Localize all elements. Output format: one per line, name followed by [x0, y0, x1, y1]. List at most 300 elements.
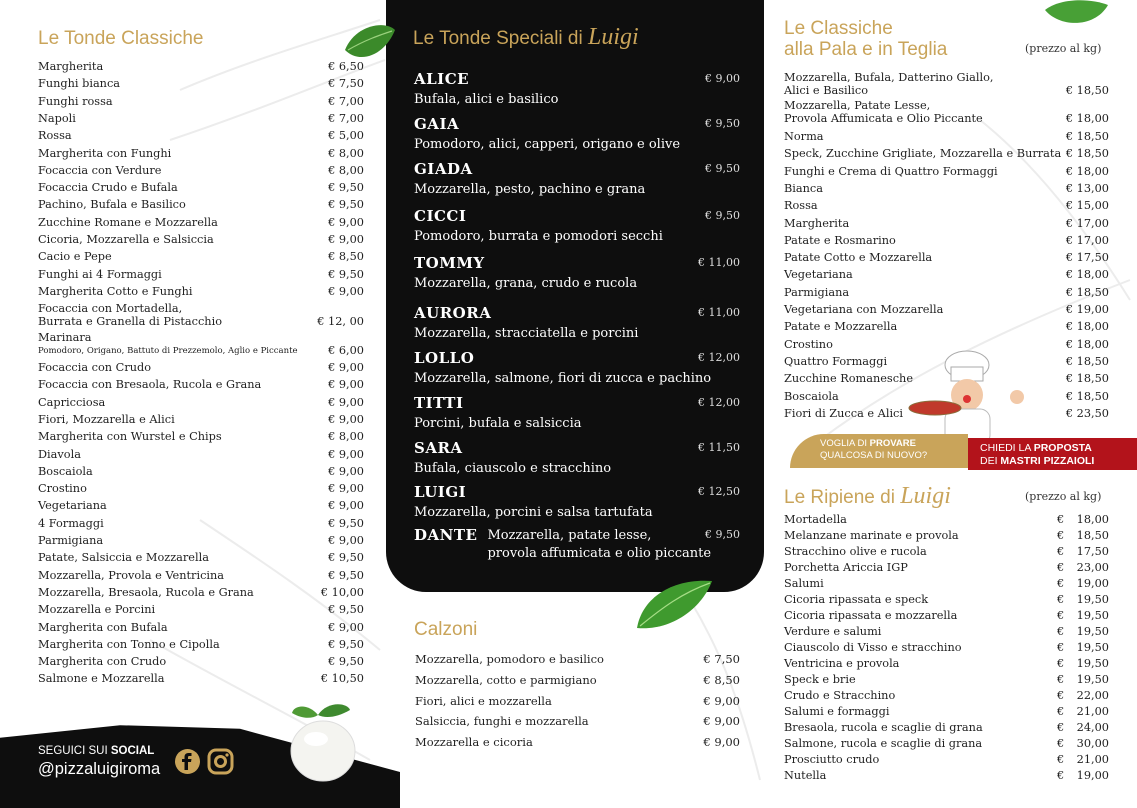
ripiene-item-name: Cicoria ripassata e speck — [784, 593, 929, 606]
pala-item-price: € 18,50 — [1065, 84, 1109, 97]
menu-item-marinara — [38, 332, 364, 357]
banner-red — [968, 438, 1137, 470]
ripiene-item-price — [1057, 577, 1109, 590]
pala-item-price: € 17,50 — [1065, 251, 1109, 265]
pala-item-name: Patate e Rosmarino — [784, 233, 896, 247]
social-label-bold: SOCIAL — [110, 745, 155, 757]
ripiene-item-price — [1057, 689, 1109, 702]
pala-item-name — [784, 100, 983, 125]
ripiene-item — [784, 545, 1109, 558]
ripiene-item — [784, 705, 1109, 718]
speciali-item-price: € 11,00 — [698, 306, 740, 319]
pala-item-price: € 18,50 — [1065, 130, 1109, 143]
speciali-item-desc: Mozzarella, salmone, fiori di zucca e pachino — [414, 371, 712, 386]
menu-item — [38, 430, 364, 443]
menu-item-price: € 9,00 — [328, 620, 364, 634]
speciali-item-desc: Pomodoro, alici, capperi, origano e olive — [414, 137, 681, 152]
ripiene-item-price — [1057, 641, 1109, 654]
speciali-item-desc: Mozzarella, stracciatella e porcini — [414, 326, 639, 341]
menu-item-name-line2: Burrata e Granella di Pistacchio — [38, 314, 222, 328]
pala-title-line2: alla Pala e in Teglia — [784, 39, 948, 60]
menu-item-price: € 8,00 — [328, 146, 364, 160]
banner-red-line1a: CHIEDI LA — [980, 442, 1034, 454]
dante-desc-line2: provola affumicata e olio piccante — [487, 546, 712, 561]
menu-item-name: Margherita con Tonno e Cipolla — [38, 637, 220, 651]
calzone-item-price: € 7,50 — [703, 652, 740, 666]
ripiene-item-price — [1057, 753, 1109, 766]
ripiene-title-script: Luigi — [900, 483, 951, 509]
banner-red-line2a: DEI — [980, 455, 1001, 467]
banner-gold — [790, 434, 968, 468]
pala-item — [784, 165, 1109, 178]
banner-red-line1b: PROPOSTA — [1033, 442, 1092, 454]
speciali-item-price: € 9,50 — [705, 209, 740, 222]
menu-item-price: € 8,00 — [328, 430, 364, 444]
ripiene-item-price — [1057, 673, 1109, 686]
basil-leaf-icon — [340, 20, 400, 70]
speciali-item — [414, 439, 740, 476]
menu-item-name: Parmigiana — [38, 534, 104, 547]
ripiene-item-name: Speck e brie — [784, 673, 856, 686]
menu-item — [38, 603, 364, 616]
pala-item-name: Crostino — [784, 337, 833, 351]
ripiene-item-name: Stracchino olive e rucola — [784, 545, 927, 558]
ripiene-item-value: 19,50 — [1076, 625, 1109, 638]
menu-item-price: € 10,50 — [320, 672, 364, 686]
menu-item — [38, 129, 364, 142]
ripiene-item — [784, 737, 1109, 750]
pala-item — [784, 251, 1109, 264]
ripiene-item-currency: € — [1057, 657, 1065, 670]
menu-item-price: € 7,00 — [328, 94, 364, 108]
pala-item-name: Fiori di Zucca e Alici — [784, 406, 903, 420]
menu-item — [38, 672, 364, 685]
speciali-item-price: € 12,50 — [698, 485, 740, 498]
pala-item-price: € 18,00 — [1065, 337, 1109, 351]
social-handle[interactable]: @pizzaluigiroma — [38, 760, 161, 778]
ripiene-item-currency: € — [1057, 577, 1065, 590]
speciali-title-script: Luigi — [588, 24, 639, 50]
ripiene-item-name: Mortadella — [784, 513, 847, 526]
speciali-item-price: € 11,50 — [698, 441, 740, 454]
dante-price: € 9,50 — [705, 528, 740, 541]
ripiene-item-value: 30,00 — [1076, 737, 1109, 750]
menu-item — [38, 112, 364, 125]
menu-item — [38, 465, 364, 478]
speciali-item — [414, 254, 740, 291]
pala-item-price: € 19,00 — [1065, 303, 1109, 316]
ripiene-item-name: Nutella — [784, 769, 827, 782]
speciali-item-price: € 11,00 — [698, 256, 740, 269]
social-label — [38, 745, 154, 757]
menu-item — [38, 250, 364, 263]
menu-item-name: Pachino, Bufala e Basilico — [38, 198, 186, 212]
pala-item — [784, 130, 1109, 143]
speciali-item — [414, 483, 740, 520]
speciali-item-name: LUIGI — [414, 483, 467, 501]
ripiene-item-value: 19,50 — [1076, 593, 1109, 606]
ripiene-item-currency: € — [1057, 561, 1065, 574]
banner-gold-line1a: VOGLIA DI — [820, 438, 870, 449]
speciali-item-price: € 9,50 — [705, 117, 740, 130]
pala-item — [784, 182, 1109, 195]
menu-item — [38, 499, 364, 512]
pala-item — [784, 217, 1109, 230]
menu-item — [38, 448, 364, 461]
pala-item-name: Rossa — [784, 199, 818, 213]
pala-item-price: € 18,50 — [1065, 285, 1109, 299]
menu-item-name: Cacio e Pepe — [38, 250, 112, 264]
calzone-item-name: Mozzarella, cotto e parmigiano — [415, 672, 597, 687]
ripiene-item-name: Prosciutto crudo — [784, 753, 880, 766]
ripiene-item-value: 19,50 — [1076, 609, 1109, 622]
menu-item-price: € 9,50 — [328, 655, 364, 669]
pala-item-name: Vegetariana — [784, 268, 853, 282]
calzone-item-price: € 9,00 — [703, 693, 740, 708]
ripiene-item — [784, 769, 1109, 782]
pala-item-name: Norma — [784, 130, 824, 143]
section-title-speciali — [413, 24, 639, 51]
section-title-calzoni: Calzoni — [414, 619, 478, 640]
ripiene-item-currency: € — [1057, 625, 1065, 638]
menu-item — [38, 378, 364, 391]
pala-item-price: € 23,50 — [1065, 406, 1109, 420]
pala-item-price: € 18,00 — [1065, 268, 1109, 282]
menu-item — [38, 534, 364, 547]
menu-item-name: Funghi ai 4 Formaggi — [38, 267, 162, 281]
calzone-item-price: € 9,00 — [703, 735, 740, 750]
menu-item-name: Margherita con Crudo — [38, 655, 167, 669]
ripiene-item-currency: € — [1057, 769, 1065, 782]
menu-item — [38, 164, 364, 177]
speciali-item-price: € 12,00 — [698, 396, 740, 409]
calzone-item — [415, 673, 740, 687]
menu-item-price: € 9,50 — [328, 551, 364, 565]
speciali-item-name: AURORA — [414, 304, 492, 322]
menu-item — [38, 268, 364, 281]
menu-item-name: Patate, Salsiccia e Mozzarella — [38, 551, 209, 565]
pala-item-price: € 18,00 — [1065, 320, 1109, 334]
calzone-item-price: € 9,00 — [703, 714, 740, 729]
pala-title-line1: Le Classiche — [784, 18, 893, 39]
menu-item-price: € 9,00 — [328, 482, 364, 496]
ripiene-item-name: Melanzane marinate e provola — [784, 529, 959, 542]
ripiene-item-value: 19,00 — [1076, 769, 1109, 782]
ripiene-item-value: 19,50 — [1076, 657, 1109, 670]
speciali-item-desc: Mozzarella, grana, crudo e rucola — [414, 276, 638, 291]
pala-item — [784, 199, 1109, 212]
facebook-icon[interactable] — [174, 748, 201, 775]
menu-item-name — [38, 332, 298, 357]
pala-item-name-line2: Provola Affumicata e Olio Piccante — [784, 111, 983, 125]
calzone-item — [415, 652, 740, 666]
menu-item — [38, 216, 364, 229]
menu-item-name-line1: Marinara — [38, 331, 92, 344]
ripiene-item-name: Salumi e formaggi — [784, 705, 890, 718]
pala-item-price: € 18,50 — [1065, 354, 1109, 368]
basil-leaf-icon — [632, 573, 717, 633]
ripiene-item-currency: € — [1057, 673, 1065, 686]
menu-item-name: Diavola — [38, 447, 81, 461]
ripiene-item — [784, 641, 1109, 654]
menu-item-name: Boscaiola — [38, 464, 93, 478]
speciali-item-name: GAIA — [414, 115, 460, 133]
pala-item-price: € 18,50 — [1065, 372, 1109, 386]
menu-item — [38, 147, 364, 160]
menu-item-price: € 7,00 — [328, 111, 364, 125]
menu-item-name: Crostino — [38, 482, 87, 496]
ripiene-item-currency: € — [1057, 513, 1065, 526]
speciali-item-desc: Mozzarella, pesto, pachino e grana — [414, 182, 646, 197]
menu-item-price: € 6,50 — [328, 60, 364, 73]
menu-item-name: Margherita con Bufala — [38, 620, 168, 634]
menu-item-name: Mozzarella, Provola e Ventricina — [38, 568, 225, 582]
ripiene-item-value: 24,00 — [1076, 721, 1109, 734]
calzone-item-name: Fiori, alici e mozzarella — [415, 693, 552, 708]
ripiene-item-currency: € — [1057, 737, 1065, 750]
menu-item-name-line2: Pomodoro, Origano, Battuto di Prezzemolo, Aglio e Piccante — [38, 345, 298, 356]
ripiene-item-currency: € — [1057, 609, 1065, 622]
ripiene-item-name: Cicoria ripassata e mozzarella — [784, 609, 958, 622]
menu-item-price: € 9,50 — [328, 603, 364, 617]
menu-item — [38, 181, 364, 194]
pala-item-price: € 15,00 — [1065, 199, 1109, 213]
calzone-item — [415, 694, 740, 708]
menu-item — [38, 551, 364, 564]
ripiene-item-price — [1057, 593, 1109, 606]
section-title-tonde-classiche: Le Tonde Classiche — [38, 28, 204, 49]
ripiene-item-price — [1057, 513, 1109, 526]
ripiene-unit-label: (prezzo al kg) — [1025, 490, 1102, 503]
speciali-item-name: CICCI — [414, 207, 467, 225]
speciali-item-desc: Pomodoro, burrata e pomodori secchi — [414, 229, 663, 244]
menu-item-name: Vegetariana — [38, 499, 107, 513]
menu-item — [38, 655, 364, 668]
ripiene-item-price — [1057, 609, 1109, 622]
pala-item-name: Patate e Mozzarella — [784, 320, 898, 334]
menu-item — [38, 285, 364, 298]
pala-item-name — [784, 72, 994, 97]
speciali-item — [414, 349, 740, 386]
pala-item-name: Speck, Zucchine Grigliate, Mozzarella e Burrata — [784, 147, 1062, 161]
ripiene-title-text: Le Ripiene di — [784, 487, 895, 508]
speciali-item-name: LOLLO — [414, 349, 475, 367]
ripiene-item-value: 19,50 — [1076, 673, 1109, 686]
speciali-item — [414, 207, 740, 244]
menu-item-name: Funghi bianca — [38, 77, 121, 91]
pala-item-price: € 18,00 — [1065, 164, 1109, 178]
menu-item-name: Focaccia con Verdure — [38, 163, 162, 177]
menu-item — [38, 396, 364, 409]
calzone-item — [415, 714, 740, 728]
menu-item-price: € 9,00 — [328, 215, 364, 229]
menu-item-name: Mozzarella e Porcini — [38, 603, 156, 617]
menu-item-price: € 9,00 — [328, 464, 364, 478]
menu-item — [38, 233, 364, 246]
menu-item-name: 4 Formaggi — [38, 516, 104, 530]
menu-item-name: Margherita — [38, 60, 104, 73]
pala-unit-label: (prezzo al kg) — [1025, 42, 1102, 55]
menu-item-name: Napoli — [38, 111, 76, 125]
speciali-item-dante — [414, 526, 740, 563]
pala-item-name: Boscaiola — [784, 389, 839, 403]
calzone-item-name: Mozzarella e cicoria — [415, 735, 533, 750]
menu-item — [38, 77, 364, 90]
ripiene-item-price — [1057, 705, 1109, 718]
menu-item-name: Focaccia con Crudo — [38, 361, 152, 374]
menu-item-price: € 9,50 — [328, 267, 364, 281]
ripiene-item-name: Porchetta Ariccia IGP — [784, 561, 908, 574]
pala-item-name: Patate Cotto e Mozzarella — [784, 251, 933, 265]
speciali-item-desc: Bufala, ciauscolo e stracchino — [414, 461, 612, 476]
speciali-item-name: ALICE — [414, 70, 470, 88]
ripiene-item-value: 21,00 — [1076, 705, 1109, 718]
speciali-item — [414, 304, 740, 341]
menu-item-price: € 8,50 — [328, 250, 364, 264]
pala-item — [784, 286, 1109, 299]
social-label-prefix: SEGUICI SUI — [38, 745, 111, 757]
ripiene-item-price — [1057, 625, 1109, 638]
ripiene-item-currency: € — [1057, 721, 1065, 734]
ripiene-item-currency: € — [1057, 641, 1065, 654]
calzone-item-price: € 8,50 — [703, 672, 740, 687]
menu-item-name: Focaccia con Bresaola, Rucola e Grana — [38, 378, 262, 392]
ripiene-item-price — [1057, 657, 1109, 670]
banner-gold-line2: QUALCOSA DI NUOVO? — [820, 450, 928, 461]
ripiene-item-name: Ventricina e provola — [784, 657, 900, 670]
menu-item-price: € 9,00 — [328, 233, 364, 246]
pala-item — [784, 303, 1109, 316]
calzone-item-name: Salsiccia, funghi e mozzarella — [415, 714, 589, 729]
ripiene-item-currency: € — [1057, 529, 1065, 542]
speciali-item-name: SARA — [414, 439, 463, 457]
speciali-item-name: TITTI — [414, 394, 464, 412]
menu-item-name: Zucchine Romane e Mozzarella — [38, 215, 218, 229]
menu-item — [38, 413, 364, 426]
pala-item-name: Bianca — [784, 181, 823, 195]
pala-item-price: € 18,50 — [1065, 389, 1109, 403]
menu-item-price: € 7,50 — [328, 77, 364, 91]
ripiene-item-currency: € — [1057, 689, 1065, 702]
ripiene-item-currency: € — [1057, 545, 1065, 558]
menu-item-name: Cicoria, Mozzarella e Salsiccia — [38, 233, 214, 246]
menu-item-price: € 9,50 — [328, 516, 364, 530]
dante-desc-line1: Mozzarella, patate lesse, — [487, 528, 652, 543]
menu-item-name: Capricciosa — [38, 395, 106, 409]
pala-item-name: Vegetariana con Mozzarella — [784, 303, 944, 316]
menu-item-price: € 9,00 — [328, 378, 364, 392]
instagram-icon[interactable] — [207, 748, 234, 775]
menu-item — [38, 517, 364, 530]
ripiene-item-value: 22,00 — [1076, 689, 1109, 702]
speciali-item-name: TOMMY — [414, 254, 485, 272]
menu-item-name: Focaccia Crudo e Bufala — [38, 181, 178, 195]
ripiene-item — [784, 657, 1109, 670]
ripiene-item-name: Ciauscolo di Visso e stracchino — [784, 641, 962, 654]
ripiene-item-price — [1057, 561, 1109, 574]
speciali-item-price: € 9,00 — [705, 72, 740, 85]
menu-item-name: Fiori, Mozzarella e Alici — [38, 412, 175, 426]
ripiene-item-price — [1057, 769, 1109, 782]
pala-item — [784, 100, 1109, 125]
ripiene-item-name: Bresaola, rucola e scaglie di grana — [784, 721, 983, 734]
pala-item-name: Margherita — [784, 216, 850, 230]
menu-item-price: € 10,00 — [320, 585, 364, 599]
pala-item-name-line1: Mozzarella, Patate Lesse, — [784, 99, 931, 112]
menu-item — [38, 638, 364, 651]
menu-item — [38, 482, 364, 495]
ripiene-item — [784, 625, 1109, 638]
menu-item — [38, 361, 364, 374]
pala-item — [784, 234, 1109, 247]
ripiene-item-currency: € — [1057, 705, 1065, 718]
menu-item-mortadella — [38, 303, 364, 328]
speciali-item-name: GIADA — [414, 160, 473, 178]
menu-item — [38, 95, 364, 108]
speciali-item-price: € 9,50 — [705, 162, 740, 175]
pala-item-name-line2: Alici e Basilico — [784, 83, 868, 97]
speciali-item-desc: Porcini, bufala e salsiccia — [414, 416, 582, 431]
ripiene-item-name: Verdure e salumi — [784, 625, 882, 638]
ripiene-item-price — [1057, 545, 1109, 558]
ripiene-item-value: 21,00 — [1076, 753, 1109, 766]
menu-item-price: € 9,50 — [328, 181, 364, 195]
banner-red-line2b: MASTRI PIZZAIOLI — [1000, 455, 1095, 467]
menu-item-price: € 9,50 — [328, 637, 364, 651]
ripiene-item — [784, 561, 1109, 574]
ripiene-item — [784, 689, 1109, 702]
ripiene-item — [784, 513, 1109, 526]
ripiene-item — [784, 753, 1109, 766]
speciali-title-text: Le Tonde Speciali di — [413, 28, 583, 49]
menu-item-price: € 9,00 — [328, 499, 364, 513]
menu-item-price: € 9,00 — [328, 412, 364, 426]
menu-item — [38, 621, 364, 634]
speciali-item — [414, 394, 740, 431]
ripiene-item-price — [1057, 721, 1109, 734]
pala-item — [784, 147, 1109, 160]
pala-item — [784, 268, 1109, 281]
ripiene-item — [784, 529, 1109, 542]
menu-item-price: € 12, 00 — [317, 315, 364, 328]
pala-item-name: Funghi e Crema di Quattro Formaggi — [784, 164, 998, 178]
menu-item-price: € 9,00 — [328, 284, 364, 298]
pala-item — [784, 320, 1109, 333]
pala-item-price: € 17,00 — [1065, 216, 1109, 230]
menu-item — [38, 198, 364, 211]
pala-item-price: € 18,00 — [1065, 112, 1109, 125]
chef-illustration — [905, 345, 1030, 445]
speciali-item — [414, 115, 740, 152]
ripiene-item-currency: € — [1057, 593, 1065, 606]
menu-item-name: Margherita con Wurstel e Chips — [38, 430, 222, 444]
ripiene-item-price — [1057, 737, 1109, 750]
pala-item-price: € 13,00 — [1065, 181, 1109, 195]
speciali-item — [414, 70, 740, 107]
menu-item-name-line1: Focaccia con Mortadella, — [38, 302, 183, 315]
mozzarella-image — [278, 695, 368, 785]
menu-item-name: Funghi rossa — [38, 94, 113, 108]
menu-item-price: € 5,00 — [328, 129, 364, 143]
section-title-ripiene — [784, 483, 951, 510]
speciali-item-desc: Bufala, alici e basilico — [414, 92, 559, 107]
menu-item-name: Salmone e Mozzarella — [38, 672, 165, 686]
speciali-item-price: € 12,00 — [698, 351, 740, 364]
menu-item-name: Mozzarella, Bresaola, Rucola e Grana — [38, 585, 254, 599]
menu-item-price: € 9,50 — [328, 568, 364, 582]
menu-item — [38, 586, 364, 599]
ripiene-item-price — [1057, 529, 1109, 542]
